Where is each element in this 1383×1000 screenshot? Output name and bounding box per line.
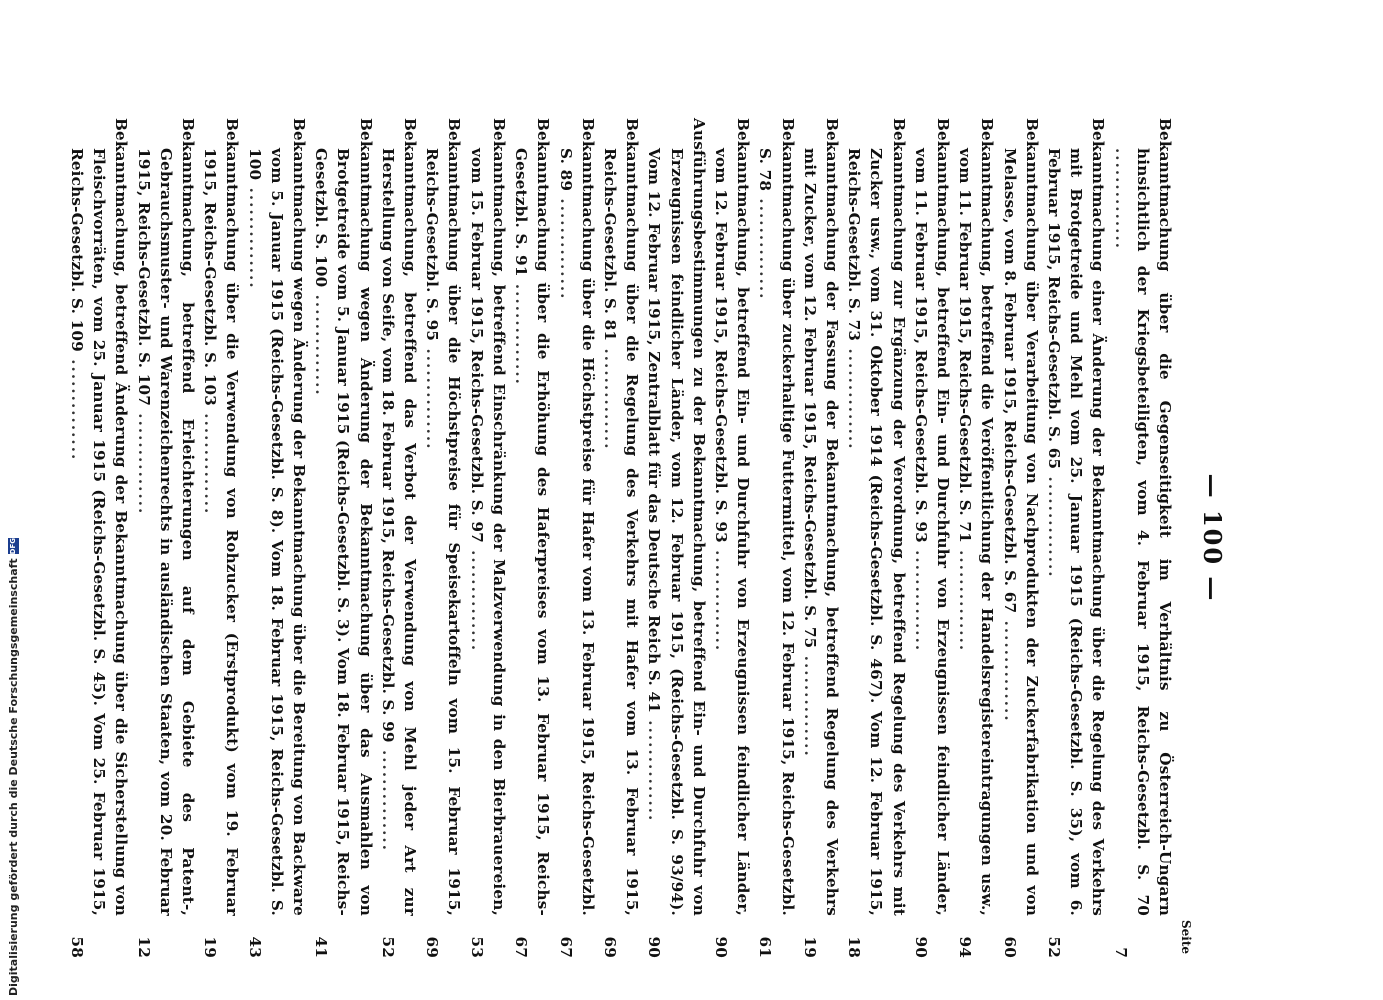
entry-text: Bekanntmachung über die Verwendung von Rohzucker (Erstprodukt) vom 19. Februar 1915, Reichs-Gesetzbl. S. 103 .............. <box>201 118 242 916</box>
dot-leader: .............. <box>556 191 575 301</box>
entry-page-number: 12 <box>134 936 153 958</box>
dot-leader: .............. <box>956 542 975 653</box>
entry-text: Bekanntmachung zur Ergänzung der Verordnung, betreffend Regelung des Verkehrs mit Zucker usw., vom 31. Oktober 1914 (Reichs-Gesetzbl. S. 467). Vom 12. Februar 1915, Reichs-Gesetzbl. S. 73 .............. <box>845 118 908 916</box>
index-entry <box>799 118 843 958</box>
index-entry <box>910 118 954 958</box>
entry-text: Bekanntmachung einer Änderung der Bekanntmachung über die Regelung des Verkehrs mit Brotgetreide und Mehl vom 25. Januar 1915 (Reichs-Gesetzbl. S. 35), vom 6. Februar 1915, Reichs-Gesetzbl. S. 65 .............. <box>1044 118 1108 916</box>
entry-text: Ausführungsbestimmungen zu der Bekanntmachung, betreffend Ein- und Durchfuhr von Erzeugnissen feindlicher Länder, vom 12. Februar 1915, (Reichs-Gesetzbl. S. 93/94). Vom 12. Februar 1915, Zentralblatt für das Deutsche Reich S. 41 .............. <box>645 118 708 916</box>
index-entry <box>510 118 554 958</box>
dot-leader: .............. <box>711 542 730 653</box>
index-entry <box>954 118 998 958</box>
index-entry <box>643 118 710 958</box>
index-entry <box>710 118 754 958</box>
index-entry <box>466 118 510 958</box>
dot-leader: .............. <box>134 406 153 516</box>
entry-page-number: 53 <box>467 936 486 958</box>
dot-leader: .............. <box>845 341 864 451</box>
entry-text: Bekanntmachung über die Gegenseitigkeit im Verhältnis zu Österreich-Ungarn hinsichtlich der Kriegsbeteiligten, vom 4. Februar 1915, Reichs-Gesetzbl. S. 70 .............. <box>1111 118 1174 916</box>
entry-page-number: 19 <box>800 936 819 958</box>
entry-text: Bekanntmachung über die Regelung des Verkehrs mit Hafer vom 13. Februar 1915, Reichs-Gesetzbl. S. 81 .............. <box>600 118 642 916</box>
dot-leader: .............. <box>512 276 531 386</box>
index-entry <box>310 118 377 958</box>
dot-leader: .............. <box>645 713 664 823</box>
entry-page-number: 58 <box>68 936 87 958</box>
dfg-logo-icon: DFG <box>8 537 17 555</box>
dot-leader: .............. <box>312 287 331 397</box>
index-entry <box>754 118 798 958</box>
entry-page-number: 69 <box>600 936 619 958</box>
entry-page-number: 90 <box>645 936 664 958</box>
credit-text: Digitalisierung gefördert durch die Deutsche Forschungsgemeinschaft <box>6 558 20 996</box>
index-entry <box>377 118 421 958</box>
entry-text: Bekanntmachung, betreffend Änderung der Bekanntmachung über die Sicherstellung von Fleischvorräten, vom 25. Januar 1915 (Reichs-Gesetzbl. S. 45). Vom 25. Februar 1915, Reichs-Gesetzbl. S. 109 .............. <box>68 118 131 916</box>
dot-leader: .............. <box>378 742 397 852</box>
index-entry <box>1043 118 1110 958</box>
index-entry <box>199 118 243 958</box>
dot-leader: .............. <box>1000 613 1019 723</box>
entry-text: Bekanntmachung über die Höchstpreise für Hafer vom 13. Februar 1915, Reichs-Gesetzbl. S. 89 .............. <box>556 118 597 916</box>
entry-text: Bekanntmachung über die Erhöhung des Haferpreises vom 13. Februar 1915, Reichs-Gesetzbl. S. 91 .............. <box>512 118 553 916</box>
index-entry <box>554 118 598 958</box>
entry-page-number: 19 <box>201 936 220 958</box>
entry-page-number: 67 <box>556 936 575 958</box>
index-entry <box>998 118 1042 958</box>
entry-text: Bekanntmachung, betreffend Ein- und Durchfuhr von Erzeugnissen feindlicher Länder, vom 12. Februar 1915, Reichs-Gesetzbl. S. 93 .............. <box>711 118 753 916</box>
entry-page-number: 7 <box>1111 947 1130 958</box>
index-entry <box>599 118 643 958</box>
entry-page-number: 41 <box>312 936 331 958</box>
entry-text: Bekanntmachung über zuckerhaltige Futtermittel, vom 12. Februar 1915, Reichs-Gesetzbl. S. 78 .............. <box>756 118 797 916</box>
entry-page-number: 69 <box>423 936 442 958</box>
entry-page-number: 18 <box>845 936 864 958</box>
dot-leader: .............. <box>423 341 442 451</box>
index-entry <box>243 118 310 958</box>
entry-page-number: 90 <box>911 936 930 958</box>
entry-text: Bekanntmachung, betreffend Ein- und Durchfuhr von Erzeugnissen feindlicher Länder, vom 11. Februar 1915, Reichs-Gesetzbl. S. 93 .............. <box>911 118 952 916</box>
entry-text: Bekanntmachung wegen Änderung der Bekanntmachung über das Ausmahlen von Brotgetreide vom 5. Januar 1915 (Reichs-Gesetzbl. S. 3). Vom 18. Februar 1915, Reichs-Gesetzbl. S. 100 .............. <box>312 118 375 916</box>
dot-leader: .............. <box>800 648 819 758</box>
entry-page-number: 60 <box>1000 936 1019 958</box>
dot-leader: .............. <box>201 406 220 516</box>
digitization-credit <box>6 537 20 996</box>
page-number-header: — 100 — <box>1198 473 1227 603</box>
entry-text: Bekanntmachung, betreffend das Verbot der Verwendung von Mehl jeder Art zur Herstellung von Seife, vom 18. Februar 1915, Reichs-Gesetzbl. S. 99 .............. <box>378 118 420 916</box>
entry-text: Bekanntmachung, betreffend die Veröffentlichung der Handelsregistereintragungen usw., vom 11. Februar 1915, Reichs-Gesetzbl. S. 71 .............. <box>956 118 997 916</box>
entry-page-number: 52 <box>378 936 397 958</box>
entry-text: Bekanntmachung, betreffend Erleichterungen auf dem Gebiete des Patent-, Gebrauchsmuster- und Warenzeichenrechts in ausländischen Staaten, vom 20. Februar 1915, Reichs-Gesetzbl. S. 107 .............. <box>134 118 198 916</box>
entry-text: Bekanntmachung über Verarbeitung von Nachprodukten der Zuckerfabrikation und von Melasse, vom 8. Februar 1915, Reichs-Gesetzbl. S. 67 .............. <box>1000 118 1041 916</box>
entry-page-number: 61 <box>756 936 775 958</box>
dot-leader: .............. <box>68 351 87 462</box>
index-entry <box>421 118 465 958</box>
entry-page-number: 67 <box>512 936 531 958</box>
entry-page-number: 52 <box>1044 936 1063 958</box>
index-entry <box>1109 118 1176 958</box>
dot-leader: .............. <box>467 542 486 653</box>
rotated-content <box>68 118 1230 958</box>
entry-text: Bekanntmachung der Fassung der Bekanntmachung, betreffend Regelung des Verkehrs mit Zucker, vom 12. Februar 1915, Reichs-Gesetzbl. S. 75 .............. <box>800 118 841 916</box>
dot-leader: .............. <box>245 180 264 290</box>
dot-leader: .............. <box>1044 469 1063 579</box>
dot-leader: .............. <box>756 191 775 301</box>
index-entry <box>843 118 910 958</box>
dot-leader: .............. <box>911 542 930 653</box>
entry-text: Bekanntmachung über die Höchstpreise für Speisekartoffeln vom 15. Februar 1915, Reichs-Gesetzbl. S. 95 .............. <box>423 118 464 916</box>
seite-column-label: Seite <box>1179 919 1193 954</box>
index-entry <box>132 118 199 958</box>
index-entries <box>66 118 1176 958</box>
entry-text: Bekanntmachung wegen Änderung der Bekanntmachung über die Bereitung von Backware vom 5. Januar 1915 (Reichs-Gesetzbl. S. 8). Vom 18. Februar 1915, Reichs-Gesetzbl. S. 100 .............. <box>245 118 309 916</box>
entry-page-number: 94 <box>956 936 975 958</box>
entry-page-number: 43 <box>245 936 264 958</box>
dot-leader: .............. <box>600 341 619 451</box>
entry-page-number: 90 <box>711 936 730 958</box>
index-entry <box>66 118 133 958</box>
dot-leader: .............. <box>1111 148 1130 251</box>
entry-text: Bekanntmachung, betreffend Einschränkung der Malzverwendung in den Bierbrauereien, vom 15. Februar 1915, Reichs-Gesetzbl. S. 97 .............. <box>467 118 508 916</box>
